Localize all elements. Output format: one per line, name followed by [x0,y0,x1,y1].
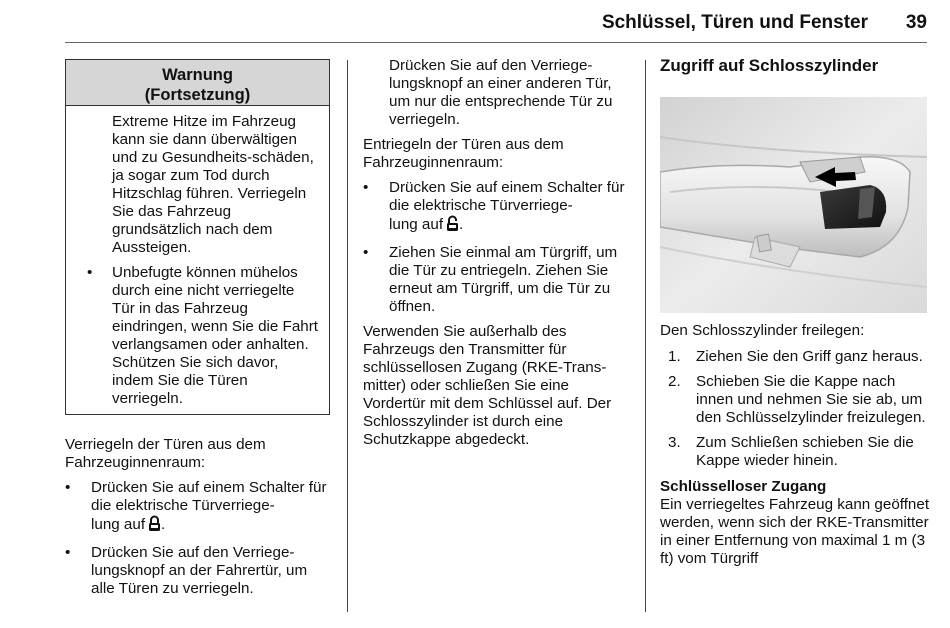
cylinder-intro: Den Schlosszylinder freilegen: [660,322,865,339]
column-3-text [660,322,930,568]
column-divider-2 [645,60,646,612]
column-2-text [363,57,631,449]
step-3 [660,434,930,470]
rke-paragraph: Verwenden Sie außerhalb des Fahrzeugs den Transmitter für schlüssellosen Zugang (RKE-Trans-mitter) oder schließen Sie eine Vordertür mit dem Schlüssel auf. Der Schlosszylinder ist durch eine Schutzkappe abgedeckt. [363,323,612,448]
warning-body [66,106,329,408]
unlock-intro: Entriegeln der Türen aus dem Fahrzeuginnenraum: [363,136,564,171]
warning-bullet-text: Unbefugte können mühelos durch eine nicht verriegelte Tür in das Fahrzeug eindringen, wenn Sie die Fahrt verlangsamen oder anhalten. Schützen Sie sich davor, indem Sie die Türen verriegeln. [112,264,319,407]
door-handle-illustration [660,97,927,313]
keyless-paragraph: Ein verriegeltes Fahrzeug kann geöffnet werden, wenn sich der RKE-Transmitter in einer Entfernung von maximal 1 m (3 ft) vom Türgriff [660,496,930,567]
lock-open-icon [446,215,459,237]
unlock-bullet-1-line-b: lung auf [389,216,444,233]
header-title: Schlüssel, Türen und Fenster [601,12,868,33]
lock-bullet-1-line-b: lung auf [91,516,146,533]
bullet-mark: • [65,544,71,561]
warning-bullet [87,264,321,408]
warning-title-line1: Warnung [162,66,233,84]
door-handle-photo [660,97,927,313]
step-text: Zum Schließen schieben Sie die Kappe wieder hinein. [696,434,914,469]
unlock-bullet-1-line-a: Drücken Sie auf einem Schalter für die elektrische Türverriege- [389,179,625,214]
lock-bullet-2 [65,544,333,598]
step-number: 3. [668,434,681,451]
period: . [459,216,464,233]
lock-bullet-2-text: Drücken Sie auf den Verriege-lungsknopf an der Fahrertür, um alle Türen zu verriegeln. [91,544,308,597]
column-3-heading [660,57,930,75]
page-number: 39 [905,12,927,33]
lock-intro: Verriegeln der Türen aus dem Fahrzeuginnenraum: [65,436,266,471]
bullet-mark: • [65,479,71,496]
bullet-mark: • [363,244,369,261]
section-title: Zugriff auf Schlosszylinder [660,56,879,75]
step-1 [660,348,930,366]
lock-bullet-1-line-a: Drücken Sie auf einem Schalter für die elektrische Türverriege- [91,479,327,514]
lock-bullet-1 [65,479,333,537]
header-rule [65,42,927,43]
subsection-title: Schlüsselloser Zugang [660,478,827,495]
warning-title-line2: (Fortsetzung) [144,86,251,104]
warning-title [66,60,329,106]
step-number: 2. [668,373,681,390]
column-1-text [65,436,333,605]
continued-bullet: Drücken Sie auf den Verriege-lungsknopf an einer anderen Tür, um nur die entsprechende Tür zu verriegeln. [389,57,613,128]
step-2 [660,373,930,427]
warning-box [65,59,330,415]
step-number: 1. [668,348,681,365]
bullet-mark: • [363,179,369,196]
warning-paragraph: Extreme Hitze im Fahrzeug kann sie dann überwältigen und zu Gesundheits-schäden, ja sogar zum Tod durch Hitzschlag führen. Verriegeln Sie das Fahrzeug grundsätzlich nach dem Aussteigen. [112,113,314,256]
period: . [161,516,166,533]
column-divider-1 [347,60,348,612]
unlock-bullet-2-text: Ziehen Sie einmal am Türgriff, um die Tür zu entriegeln. Ziehen Sie erneut am Türgriff, um die Tür zu öffnen. [389,244,618,315]
unlock-bullet-2 [363,244,631,316]
bullet-mark: • [87,264,93,281]
step-text: Schieben Sie die Kappe nach innen und nehmen Sie sie ab, um den Schlüsselzylinder freizulegen. [696,373,926,426]
unlock-bullet-1 [363,179,631,237]
step-text: Ziehen Sie den Griff ganz heraus. [696,348,923,365]
lock-closed-icon [148,515,161,537]
